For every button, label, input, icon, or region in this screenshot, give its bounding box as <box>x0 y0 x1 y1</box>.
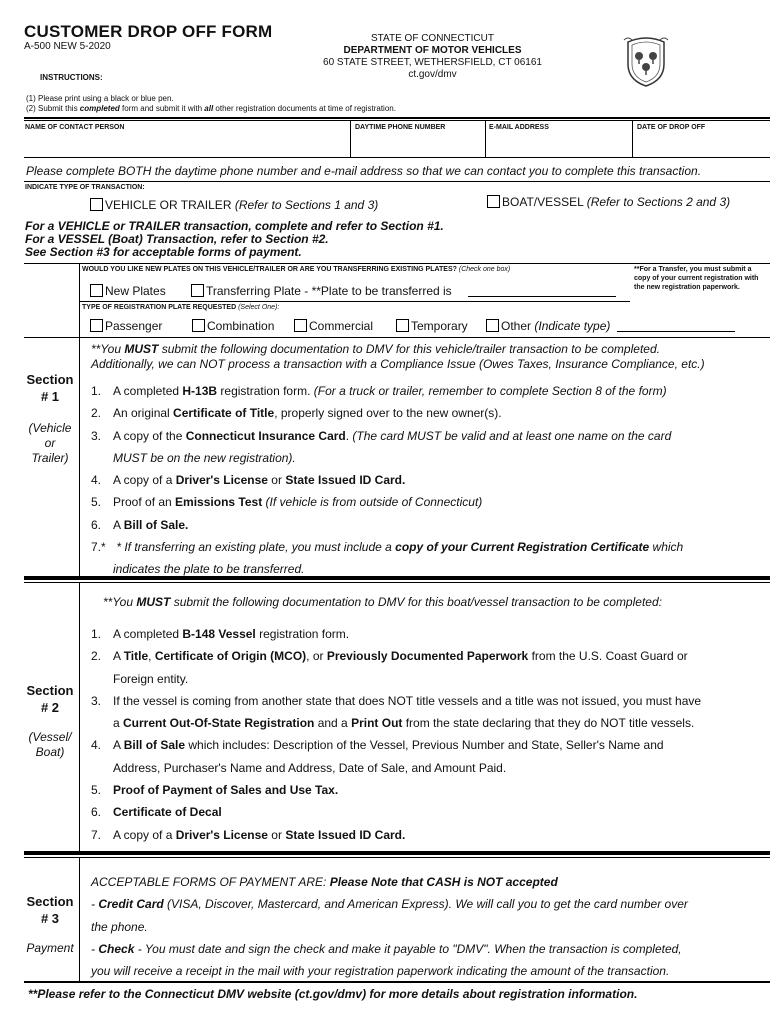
plate-number-field[interactable] <box>468 296 616 297</box>
divider <box>24 117 770 119</box>
list-item: MUST be on the new registration). <box>113 450 296 465</box>
list-item: Foreign entity. <box>113 671 189 686</box>
divider <box>24 263 770 264</box>
guidance <box>25 220 444 259</box>
plate-type-temporary[interactable]: Temporary <box>396 319 468 333</box>
contact-note: Please complete BOTH the daytime phone number and e-mail address so that we can contact you to complete this transaction. <box>26 164 702 178</box>
transfer-plate-checkbox[interactable] <box>191 284 204 297</box>
contact-name-label: NAME OF CONTACT PERSON <box>25 124 125 131</box>
other-type-field[interactable] <box>617 331 735 332</box>
list-item: 7. A copy of a Driver's License or State Issued ID Card. <box>91 827 406 842</box>
temporary-checkbox[interactable] <box>396 319 409 332</box>
divider <box>80 301 630 302</box>
section-2-label: Section # 2 (Vessel/ Boat) <box>26 683 74 759</box>
section-3-label: Section # 3 Payment <box>26 894 74 955</box>
section-divider <box>24 576 770 580</box>
transfer-plate-option[interactable]: Transferring Plate - **Plate to be transferred is <box>191 284 452 298</box>
combination-checkbox[interactable] <box>192 319 205 332</box>
list-item: 2. An original Certificate of Title, properly signed over to the new owner(s). <box>91 406 502 421</box>
divider <box>79 858 80 981</box>
plate-type-heading: TYPE OF REGISTRATION PLATE REQUESTED (Select One): <box>82 304 280 311</box>
date-label: DATE OF DROP OFF <box>637 124 706 131</box>
divider <box>632 120 633 157</box>
phone-label: DAYTIME PHONE NUMBER <box>355 124 446 131</box>
instruction-2: (2) Submit this completed form and submit it with all other registration documents at time of registration. <box>26 104 396 113</box>
other-checkbox[interactable] <box>486 319 499 332</box>
guidance-line-2: For a VESSEL (Boat) Transaction, refer to Section #2. <box>25 232 329 246</box>
transaction-heading: INDICATE TYPE OF TRANSACTION: <box>25 184 145 191</box>
divider <box>350 120 351 157</box>
state-seal-icon <box>622 34 670 88</box>
section-1-label: Section # 1 (Vehicle or Trailer) <box>26 372 74 465</box>
divider <box>485 120 486 157</box>
guidance-line-1: For a VEHICLE or TRAILER transaction, complete and refer to Section #1. <box>25 219 444 233</box>
list-item: 5. Proof of an Emissions Test (If vehicle is from outside of Connecticut) <box>91 495 483 510</box>
payment-check: - Check - You must date and sign the check and make it payable to "DMV". When the transaction is completed, <box>91 941 682 956</box>
footer-note: **Please refer to the Connecticut DMV website (ct.gov/dmv) for more details about registration information. <box>28 987 638 1001</box>
commercial-checkbox[interactable] <box>294 319 307 332</box>
agency-web: ct.gov/dmv <box>408 69 457 80</box>
divider <box>24 981 770 983</box>
divider <box>24 337 770 338</box>
plate-type-other[interactable]: Other (Indicate type) <box>486 319 610 333</box>
plate-type-passenger[interactable]: Passenger <box>90 319 162 333</box>
section-1-intro: **You MUST submit the following documentation to DMV for this vehicle/trailer transaction to be completed. Additionally, we can NOT process a transaction with a Compliance Issue (Owes Taxes, Insurance Compliance, etc.) <box>91 342 705 371</box>
boat-option[interactable]: BOAT/VESSEL (Refer to Sections 2 and 3) <box>487 195 730 209</box>
list-item: 5. Proof of Payment of Sales and Use Tax. <box>91 783 339 798</box>
new-plates-option[interactable]: New Plates <box>90 284 166 298</box>
plates-question: WOULD YOU LIKE NEW PLATES ON THIS VEHICLE/TRAILER OR ARE YOU TRANSFERRING EXISTING PLATES? (Check one box) <box>82 266 511 273</box>
phone-field[interactable] <box>353 134 483 154</box>
instruction-1: (1) Please print using a black or blue pen. <box>26 94 174 103</box>
passenger-checkbox[interactable] <box>90 319 103 332</box>
list-item: 4. A copy of a Driver's License or State Issued ID Card. <box>91 473 406 488</box>
email-label: E-MAIL ADDRESS <box>489 124 549 131</box>
contact-name-field[interactable] <box>25 134 347 154</box>
agency-address: 60 STATE STREET, WETHERSFIELD, CT 06161 <box>323 57 542 68</box>
divider <box>24 157 770 158</box>
list-item: Address, Purchaser's Name and Address, Date of Sale, and Amount Paid. <box>113 760 507 775</box>
payment-credit-cont: the phone. <box>91 919 148 934</box>
agency-block <box>230 33 635 81</box>
section-3-body <box>91 871 688 982</box>
divider <box>24 857 770 858</box>
payment-heading: ACCEPTABLE FORMS OF PAYMENT ARE: Please Note that CASH is NOT accepted <box>91 875 558 889</box>
list-item: 6. Certificate of Decal <box>91 805 222 820</box>
divider <box>24 120 770 121</box>
list-item: 4. A Bill of Sale which includes: Description of the Vessel, Previous Number and State, Seller's Name and <box>91 738 664 753</box>
email-field[interactable] <box>488 134 630 154</box>
section-2-list <box>91 623 701 846</box>
section-2-intro: **You MUST submit the following documentation to DMV for this boat/vessel transaction to be completed: <box>103 595 662 609</box>
instructions <box>26 94 396 114</box>
vehicle-checkbox[interactable] <box>90 198 103 211</box>
list-item: 1. A completed B-148 Vessel registration form. <box>91 627 350 641</box>
date-field[interactable] <box>635 134 768 154</box>
list-item: 2. A Title, Certificate of Origin (MCO), or Previously Documented Paperwork from the U.S. Coast Guard or <box>91 649 688 664</box>
payment-check-cont: you will receive a receipt in the mail with your registration paperwork indicating the amount of the transaction. <box>91 964 670 979</box>
divider <box>24 181 770 182</box>
list-item: 6. A Bill of Sale. <box>91 517 189 532</box>
plate-type-commercial[interactable]: Commercial <box>294 319 373 333</box>
list-item: 1. A completed H-13B registration form. (For a truck or trailer, remember to complete Section 8 of the form) <box>91 384 667 398</box>
section-1-list <box>91 380 683 581</box>
divider <box>24 582 770 583</box>
boat-checkbox[interactable] <box>487 195 500 208</box>
transfer-side-note: **For a Transfer, you must submit a copy of your current registration with the new registration paperwork. <box>634 266 759 291</box>
list-item: 7.* * If transferring an existing plate, you must include a copy of your Current Registration Certificate which <box>91 540 684 555</box>
section-divider <box>24 851 770 855</box>
divider <box>79 583 80 851</box>
list-item: 3. A copy of the Connecticut Insurance Card. (The card MUST be valid and at least one name on the card <box>91 428 672 443</box>
agency-dept: DEPARTMENT OF MOTOR VEHICLES <box>343 45 522 56</box>
list-item: indicates the plate to be transferred. <box>113 562 305 577</box>
list-item: a Current Out-Of-State Registration and a Print Out from the state declaring that they do NOT title vessels. <box>113 716 695 731</box>
agency-state: STATE OF CONNECTICUT <box>371 33 494 44</box>
divider <box>79 263 80 576</box>
payment-credit: - Credit Card (VISA, Discover, Mastercard, and American Express). We will call you to get the card number over <box>91 897 688 912</box>
instructions-heading: INSTRUCTIONS: <box>40 73 103 82</box>
form-number: A-500 NEW 5-2020 <box>24 41 111 52</box>
vehicle-option[interactable]: VEHICLE OR TRAILER (Refer to Sections 1 and 3) <box>90 198 378 212</box>
plate-type-combination[interactable]: Combination <box>192 319 274 333</box>
list-item: 3. If the vessel is coming from another state that does NOT title vessels and a title was not issued, you must have <box>91 693 702 708</box>
new-plates-checkbox[interactable] <box>90 284 103 297</box>
form-title: CUSTOMER DROP OFF FORM <box>24 22 273 41</box>
guidance-line-3: See Section #3 for acceptable forms of payment. <box>25 245 302 259</box>
